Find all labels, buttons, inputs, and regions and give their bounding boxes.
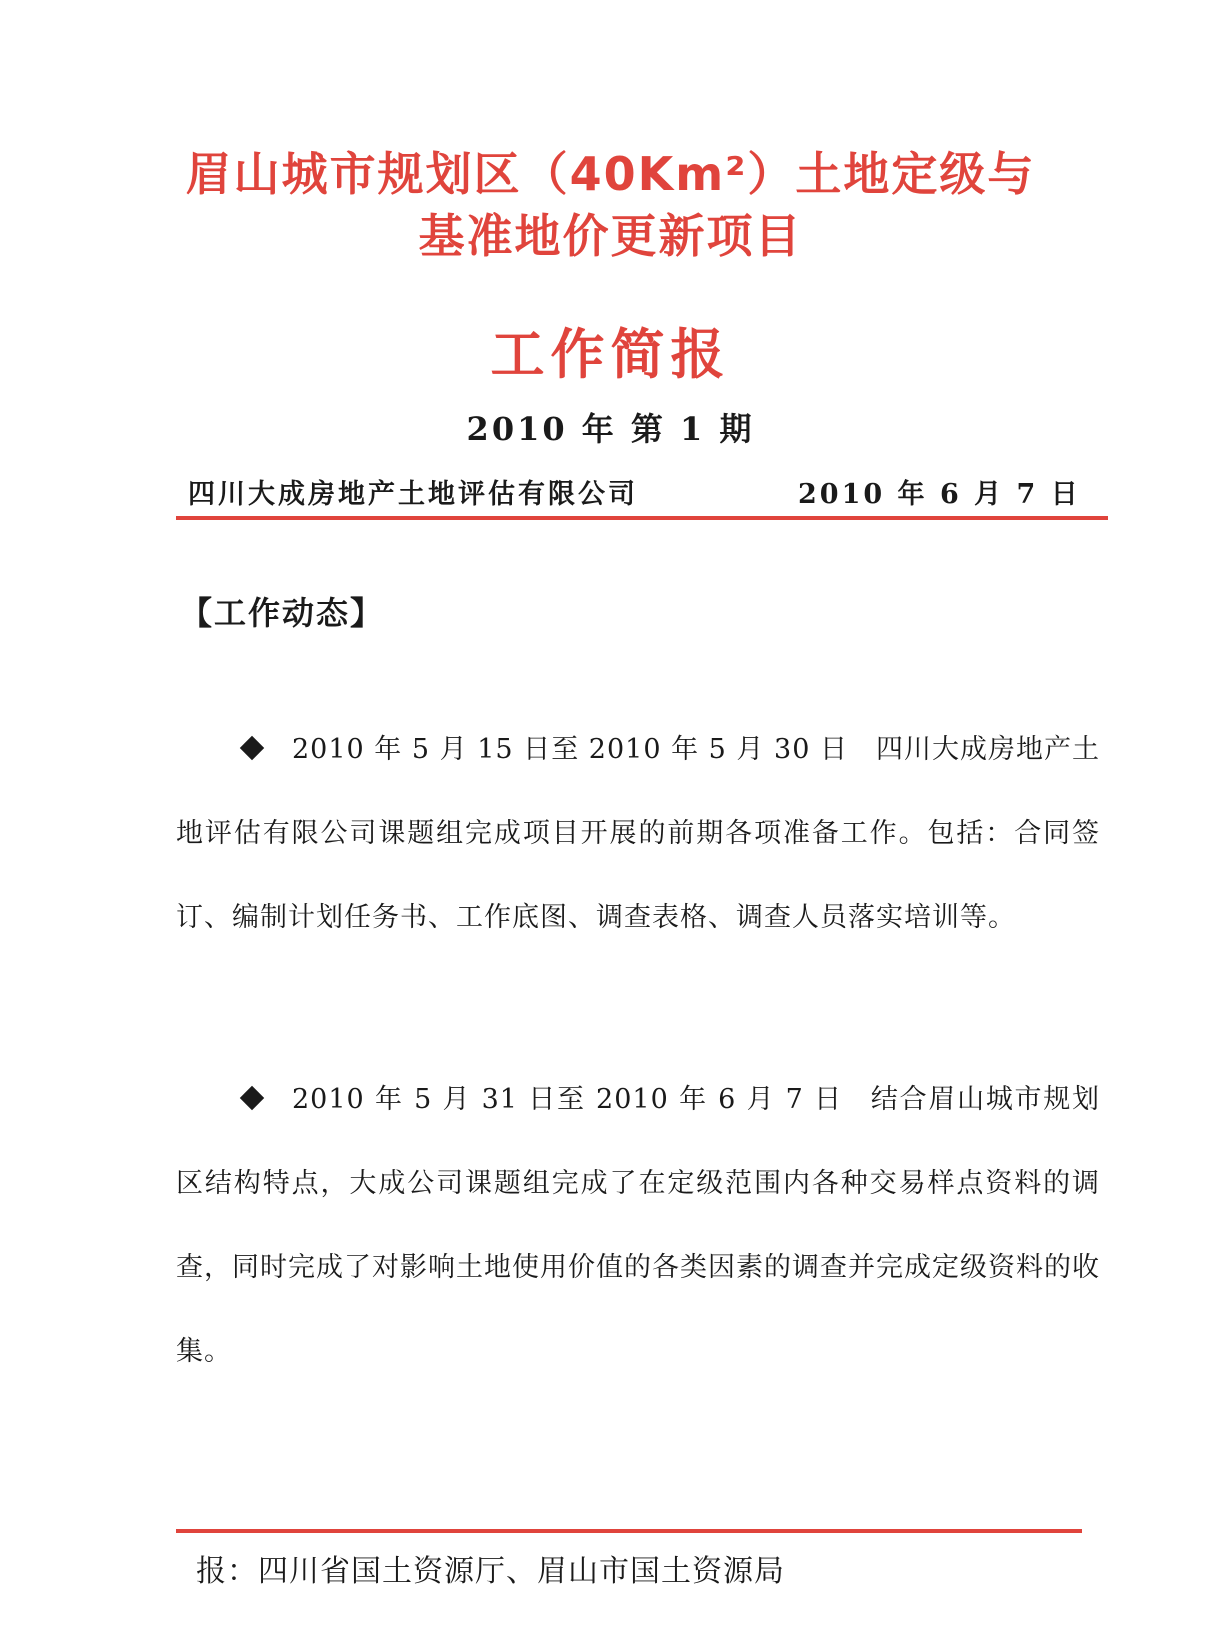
- work-item: [176, 708, 1100, 960]
- work-item-date-range: 2010 年 5 月 15 日至 2010 年 5 月 30 日: [292, 734, 848, 765]
- bulletin-title: 工作简报: [490, 323, 731, 386]
- project-title-line-1: 眉山城市规划区（40Km²）土地定级与: [185, 147, 1036, 201]
- footer-divider: [176, 1529, 1082, 1533]
- work-item: [176, 1058, 1100, 1394]
- work-item-date-range: 2010 年 5 月 31 日至 2010 年 6 月 7 日: [292, 1084, 843, 1115]
- work-item-text: 四川大成房地产土地评估有限公司课题组完成项目开展的前期各项准备工作。包括：合同签订、编制计划任务书、工作底图、调查表格、调查人员落实培训等。: [176, 734, 1101, 933]
- recipients-line: 报：四川省国土资源厅、眉山市国土资源局: [196, 1554, 785, 1589]
- work-item-text: 结合眉山城市规划区结构特点，大成公司课题组完成了在定级范围内各种交易样点资料的调查，同时完成了对影响土地使用价值的各类因素的调查并完成定级资料的收集。: [176, 1084, 1101, 1367]
- section-heading: 【工作动态】: [180, 594, 385, 632]
- header-divider: [176, 516, 1108, 520]
- issuer-name: 四川大成房地产土地评估有限公司: [188, 479, 638, 510]
- issue-date: 2010 年 6 月 7 日: [798, 479, 1081, 510]
- diamond-bullet-icon: [240, 736, 264, 760]
- diamond-bullet-icon: [240, 1086, 264, 1110]
- issue-number: 2010 年 第 1 期: [466, 410, 755, 448]
- project-title-line-2: 基准地价更新项目: [418, 209, 803, 263]
